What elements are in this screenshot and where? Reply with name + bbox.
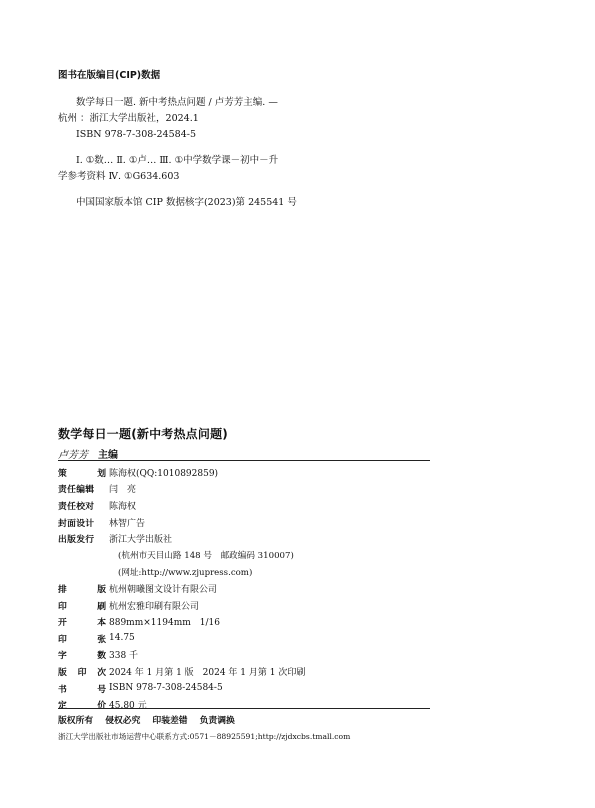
info-value-printer: 杭州宏雅印刷有限公司	[109, 601, 200, 612]
info-label: 定 价	[58, 701, 106, 712]
cip-block	[58, 68, 297, 211]
info-value-cover: 林智广告	[109, 518, 146, 529]
info-row-isbn	[58, 680, 438, 697]
info-row-proof	[58, 497, 438, 514]
info-value-publisher: 浙江大学出版社	[109, 535, 173, 546]
info-label: 版 印 次	[58, 667, 106, 678]
info-row-planner	[58, 464, 438, 481]
info-label: 印 张	[58, 634, 106, 645]
info-label: 封面设计	[58, 518, 95, 529]
info-row-cover	[58, 514, 438, 531]
info-label: 印 刷	[58, 601, 106, 612]
info-row-sheets	[58, 630, 438, 647]
info-value-format: 889mm×1194mm 1/16	[109, 618, 220, 629]
info-label: 字 数	[58, 651, 106, 662]
rights-text: 负责调换	[199, 716, 235, 726]
author-role: 主编	[98, 450, 118, 461]
info-value-editor: 闫 亮	[109, 485, 137, 496]
info-value-edition: 2024 年 1 月第 1 版 2024 年 1 月第 1 次印刷	[109, 667, 306, 678]
info-value-price: 45.80 元	[109, 701, 147, 712]
cip-isbn: ISBN 978-7-308-24584-5	[76, 129, 196, 140]
info-label: 开 本	[58, 618, 106, 629]
info-value-words: 338 千	[109, 651, 139, 662]
info-row-format	[58, 613, 438, 630]
info-row-printer	[58, 597, 438, 614]
info-row-words	[58, 647, 438, 664]
book-title: 数学每日一题(新中考热点问题)	[58, 427, 228, 441]
bottom-divider	[58, 708, 430, 709]
info-row-price	[58, 696, 438, 713]
rights-text: 版权所有	[58, 716, 94, 726]
top-divider	[58, 460, 430, 461]
rights-text: 印装差错	[152, 716, 188, 726]
cip-class1: Ⅰ. ①数… Ⅱ. ①卢… Ⅲ. ①中学数学课－初中－升	[76, 155, 279, 166]
cip-catalog-number: 中国国家版本馆 CIP 数据核字(2023)第 245541 号	[76, 197, 297, 208]
info-value-typeset: 杭州朝曦图文设计有限公司	[109, 584, 218, 595]
author-name: 卢芳芳	[58, 450, 88, 461]
publisher-website: (网址:http://www.zjupress.com)	[118, 567, 253, 578]
cip-line2: 杭州 ：浙江大学出版社，2024.1	[58, 113, 199, 124]
info-value-planner: 陈海权(QQ:1010892859)	[109, 468, 219, 479]
rights-text: 侵权必究	[105, 716, 141, 726]
cip-heading: 图书在版编目(CIP)数据	[58, 70, 161, 81]
cip-class2: 学参考资料 Ⅳ. ①G634.603	[58, 171, 180, 182]
info-row-edition	[58, 663, 438, 680]
info-label: 书 号	[58, 684, 106, 695]
contact-line: 浙江大学出版社市场运营中心联系方式:0571－88925591;http://zjdxcbs.tmall.com	[58, 732, 351, 741]
cip-line1: 数学每日一题. 新中考热点问题 / 卢芳芳主编. —	[76, 97, 278, 108]
info-row-publisher	[58, 530, 438, 547]
publisher-address: (杭州市天目山路 148 号 邮政编码 310007)	[118, 551, 294, 562]
info-label: 责任校对	[58, 501, 95, 512]
info-row-editor	[58, 481, 438, 498]
author-line	[58, 446, 118, 461]
info-label: 责任编辑	[58, 485, 95, 496]
publication-info	[58, 464, 438, 713]
info-value-sheets: 14.75	[109, 633, 135, 644]
info-row-typeset	[58, 580, 438, 597]
info-label: 排 版	[58, 584, 106, 595]
info-label: 策 划	[58, 468, 106, 479]
rights-notice	[58, 713, 247, 726]
info-label: 出版发行	[58, 535, 95, 546]
info-value-proof: 陈海权	[109, 501, 137, 512]
info-value-isbn: ISBN 978-7-308-24584-5	[109, 683, 223, 694]
